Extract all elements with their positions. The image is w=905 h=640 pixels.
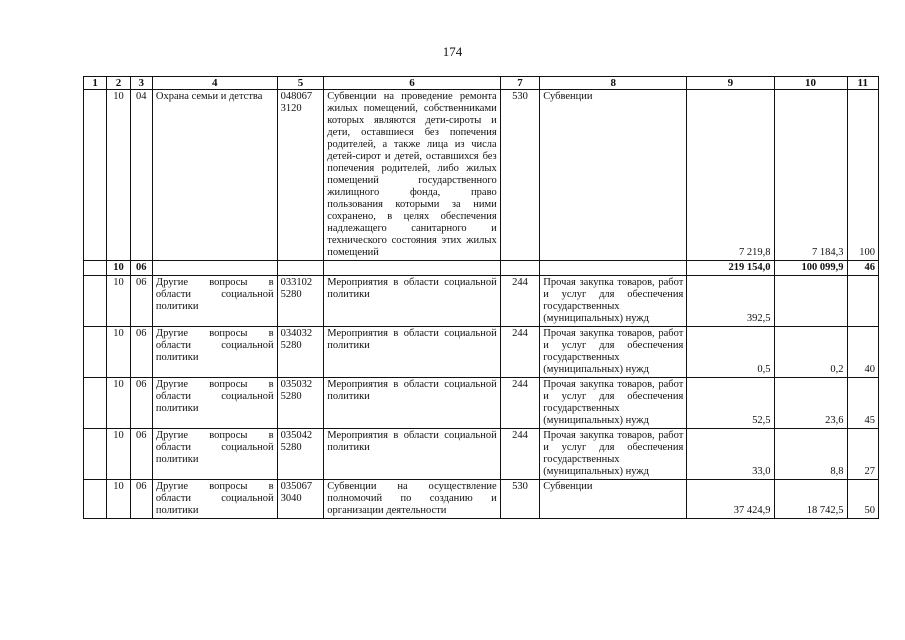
cell-type-name: Прочая закупка товаров, работ и услуг для обеспечения государственных (муниципальных) нужд [540, 378, 687, 429]
cell-percent: 45 [847, 378, 879, 429]
cell-type-code: 244 [500, 378, 540, 429]
cell-empty [84, 480, 107, 519]
cell-description: Субвенции на осуществление полномочий по созданию и организации деятельности [324, 480, 500, 519]
cell-section: 10 [107, 480, 130, 519]
cell-section: 10 [107, 327, 130, 378]
cell-section: 10 [107, 276, 130, 327]
header-row [84, 77, 879, 90]
col-header: 8 [540, 77, 687, 90]
col-header: 9 [687, 77, 774, 90]
table-row [84, 276, 879, 327]
cell-empty [84, 90, 107, 261]
page-number: 174 [442, 44, 463, 59]
col-header: 3 [130, 77, 152, 90]
cell-name: Другие вопросы в области социальной политики [152, 480, 277, 519]
cell-empty [324, 261, 500, 276]
table-row [84, 480, 879, 519]
table-row [84, 327, 879, 378]
cell-percent: 100 [847, 90, 879, 261]
cell-subsection: 06 [130, 429, 152, 480]
cell-plan: 0,5 [687, 327, 774, 378]
cell-subsection: 06 [130, 276, 152, 327]
cell-description: Мероприятия в области социальной политики [324, 378, 500, 429]
cell-section: 10 [107, 429, 130, 480]
cell-plan: 52,5 [687, 378, 774, 429]
cell-empty [84, 378, 107, 429]
cell-empty [540, 261, 687, 276]
cell-empty [84, 327, 107, 378]
cell-section: 10 [107, 261, 130, 276]
cell-type-name: Прочая закупка товаров, работ и услуг для обеспечения государственных (муниципальных) нужд [540, 327, 687, 378]
cell-empty [152, 261, 277, 276]
cell-actual: 100 099,9 [774, 261, 847, 276]
cell-name: Другие вопросы в области социальной политики [152, 327, 277, 378]
col-header: 1 [84, 77, 107, 90]
cell-empty [277, 261, 324, 276]
col-header: 2 [107, 77, 130, 90]
col-header: 10 [774, 77, 847, 90]
cell-type-name: Прочая закупка товаров, работ и услуг для обеспечения государственных (муниципальных) нужд [540, 429, 687, 480]
table-row [84, 90, 879, 261]
col-header: 11 [847, 77, 879, 90]
cell-type-code: 244 [500, 276, 540, 327]
cell-subsection: 06 [130, 261, 152, 276]
cell-subsection: 06 [130, 378, 152, 429]
cell-percent: 50 [847, 480, 879, 519]
cell-description: Мероприятия в области социальной политики [324, 276, 500, 327]
cell-empty [84, 261, 107, 276]
cell-code: 035032 5280 [277, 378, 324, 429]
cell-code: 035042 5280 [277, 429, 324, 480]
cell-section: 10 [107, 90, 130, 261]
cell-actual: 0,2 [774, 327, 847, 378]
cell-description: Мероприятия в области социальной политики [324, 429, 500, 480]
cell-type-name: Субвенции [540, 90, 687, 261]
cell-type-code: 244 [500, 327, 540, 378]
cell-percent: 27 [847, 429, 879, 480]
cell-type-code: 530 [500, 480, 540, 519]
cell-name: Другие вопросы в области социальной политики [152, 276, 277, 327]
col-header: 7 [500, 77, 540, 90]
budget-table [83, 76, 879, 519]
cell-empty [500, 261, 540, 276]
cell-empty [84, 276, 107, 327]
cell-section: 10 [107, 378, 130, 429]
cell-plan: 37 424,9 [687, 480, 774, 519]
table-row [84, 378, 879, 429]
cell-actual [774, 276, 847, 327]
cell-percent: 40 [847, 327, 879, 378]
cell-actual: 7 184,3 [774, 90, 847, 261]
cell-type-code: 530 [500, 90, 540, 261]
cell-type-name: Субвенции [540, 480, 687, 519]
cell-plan: 219 154,0 [687, 261, 774, 276]
cell-type-name: Прочая закупка товаров, работ и услуг для обеспечения государственных (муниципальных) нужд [540, 276, 687, 327]
cell-plan: 7 219,8 [687, 90, 774, 261]
cell-type-code: 244 [500, 429, 540, 480]
cell-plan: 33,0 [687, 429, 774, 480]
cell-description: Субвенции на проведение ремонта жилых помещений, собственниками которых являются дети-сироты и дети, оставшиеся без попечения родителей, а также лица из числа детей-сирот и детей, оставшихся без попечения родителей, либо жилых помещений государственного жилищного фонда, право пользования которыми за ними сохранено, в целях обеспечения надлежащего санитарного и технического состояния этих жилых помещений [324, 90, 500, 261]
cell-name: Другие вопросы в области социальной политики [152, 378, 277, 429]
cell-subsection: 06 [130, 480, 152, 519]
cell-name: Другие вопросы в области социальной политики [152, 429, 277, 480]
col-header: 4 [152, 77, 277, 90]
cell-percent: 46 [847, 261, 879, 276]
cell-actual: 23,6 [774, 378, 847, 429]
cell-actual: 18 742,5 [774, 480, 847, 519]
cell-code: 035067 3040 [277, 480, 324, 519]
cell-subsection: 06 [130, 327, 152, 378]
cell-actual: 8,8 [774, 429, 847, 480]
cell-description: Мероприятия в области социальной политики [324, 327, 500, 378]
table-row [84, 429, 879, 480]
cell-plan: 392,5 [687, 276, 774, 327]
subtotal-row [84, 261, 879, 276]
cell-code: 034032 5280 [277, 327, 324, 378]
col-header: 5 [277, 77, 324, 90]
cell-percent [847, 276, 879, 327]
cell-name: Охрана семьи и детства [152, 90, 277, 261]
cell-empty [84, 429, 107, 480]
cell-subsection: 04 [130, 90, 152, 261]
cell-code: 033102 5280 [277, 276, 324, 327]
col-header: 6 [324, 77, 500, 90]
cell-code: 048067 3120 [277, 90, 324, 261]
